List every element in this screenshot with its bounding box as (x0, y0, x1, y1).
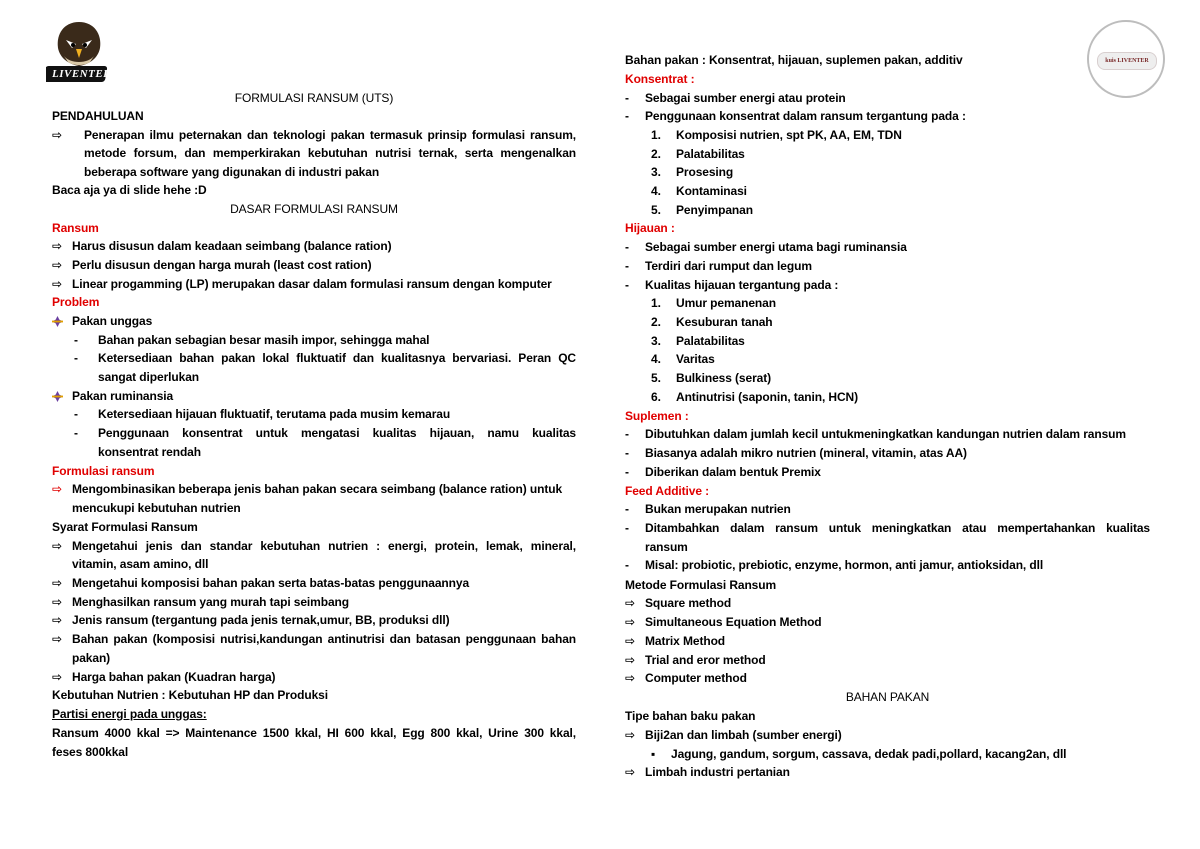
kuis-liventer-badge-text: kuis LIVENTER (1097, 52, 1157, 70)
heading-konsentrat: Konsentrat : (625, 72, 695, 86)
arrow-icon: ⇨ (625, 765, 635, 779)
heading-feed-additive: Feed Additive : (625, 484, 710, 498)
liventer-logo-text: LIVENTER (52, 68, 112, 80)
diamond-bullet-icon (52, 387, 63, 405)
tipe-bahan: Tipe bahan baku pakan (625, 709, 756, 723)
kebutuhan-nutrien: Kebutuhan Nutrien : Kebutuhan HP dan Produksi (52, 688, 328, 702)
bahan-pakan-summary: Bahan pakan : Konsentrat, hijauan, suplemen pakan, additiv (625, 53, 963, 67)
partisi-energi: Partisi energi pada unggas: (52, 707, 207, 721)
doc-title: FORMULASI RANSUM (UTS) (234, 91, 394, 105)
heading-suplemen: Suplemen : (625, 409, 689, 423)
ransum-4000: Ransum 4000 kkal => Maintenance 1500 kkal, HI 600 kkal, Egg 800 kkal, Urine 300 kkal, (52, 726, 576, 740)
liventer-logo (46, 18, 112, 86)
arrow-icon: ⇨ (52, 258, 62, 272)
arrow-icon: ⇨ (52, 670, 62, 684)
arrow-icon: ⇨ (52, 539, 62, 553)
arrow-icon: ⇨ (625, 596, 635, 610)
arrow-icon: ⇨ (52, 595, 62, 609)
arrow-icon: ⇨ (625, 728, 635, 742)
heading-formulasi: Formulasi ransum (52, 464, 155, 478)
heading-pendahuluan: PENDAHULUAN (52, 109, 144, 123)
heading-bahan-pakan: BAHAN PAKAN (845, 690, 930, 704)
arrow-icon: ⇨ (52, 613, 62, 627)
kuis-liventer-badge (1087, 20, 1165, 98)
arrow-icon: ⇨ (625, 615, 635, 629)
arrow-icon: ⇨ (625, 671, 635, 685)
heading-metode: Metode Formulasi Ransum (625, 578, 777, 592)
baca-note: Baca aja ya di slide hehe :D (52, 183, 207, 197)
arrow-icon: ⇨ (52, 277, 62, 291)
arrow-icon: ⇨ (625, 634, 635, 648)
square-bullet-icon: ▪ (651, 747, 656, 761)
arrow-icon: ⇨ (52, 128, 62, 142)
arrow-icon: ⇨ (52, 482, 62, 496)
heading-syarat: Syarat Formulasi Ransum (52, 520, 198, 534)
diamond-bullet-icon (52, 312, 63, 330)
heading-problem: Problem (52, 295, 100, 309)
arrow-icon: ⇨ (625, 653, 635, 667)
arrow-icon: ⇨ (52, 632, 62, 646)
arrow-icon: ⇨ (52, 576, 62, 590)
arrow-icon: ⇨ (52, 239, 62, 253)
heading-dasar: DASAR FORMULASI RANSUM (230, 202, 398, 216)
heading-hijauan: Hijauan : (625, 221, 675, 235)
heading-ransum: Ransum (52, 221, 99, 235)
